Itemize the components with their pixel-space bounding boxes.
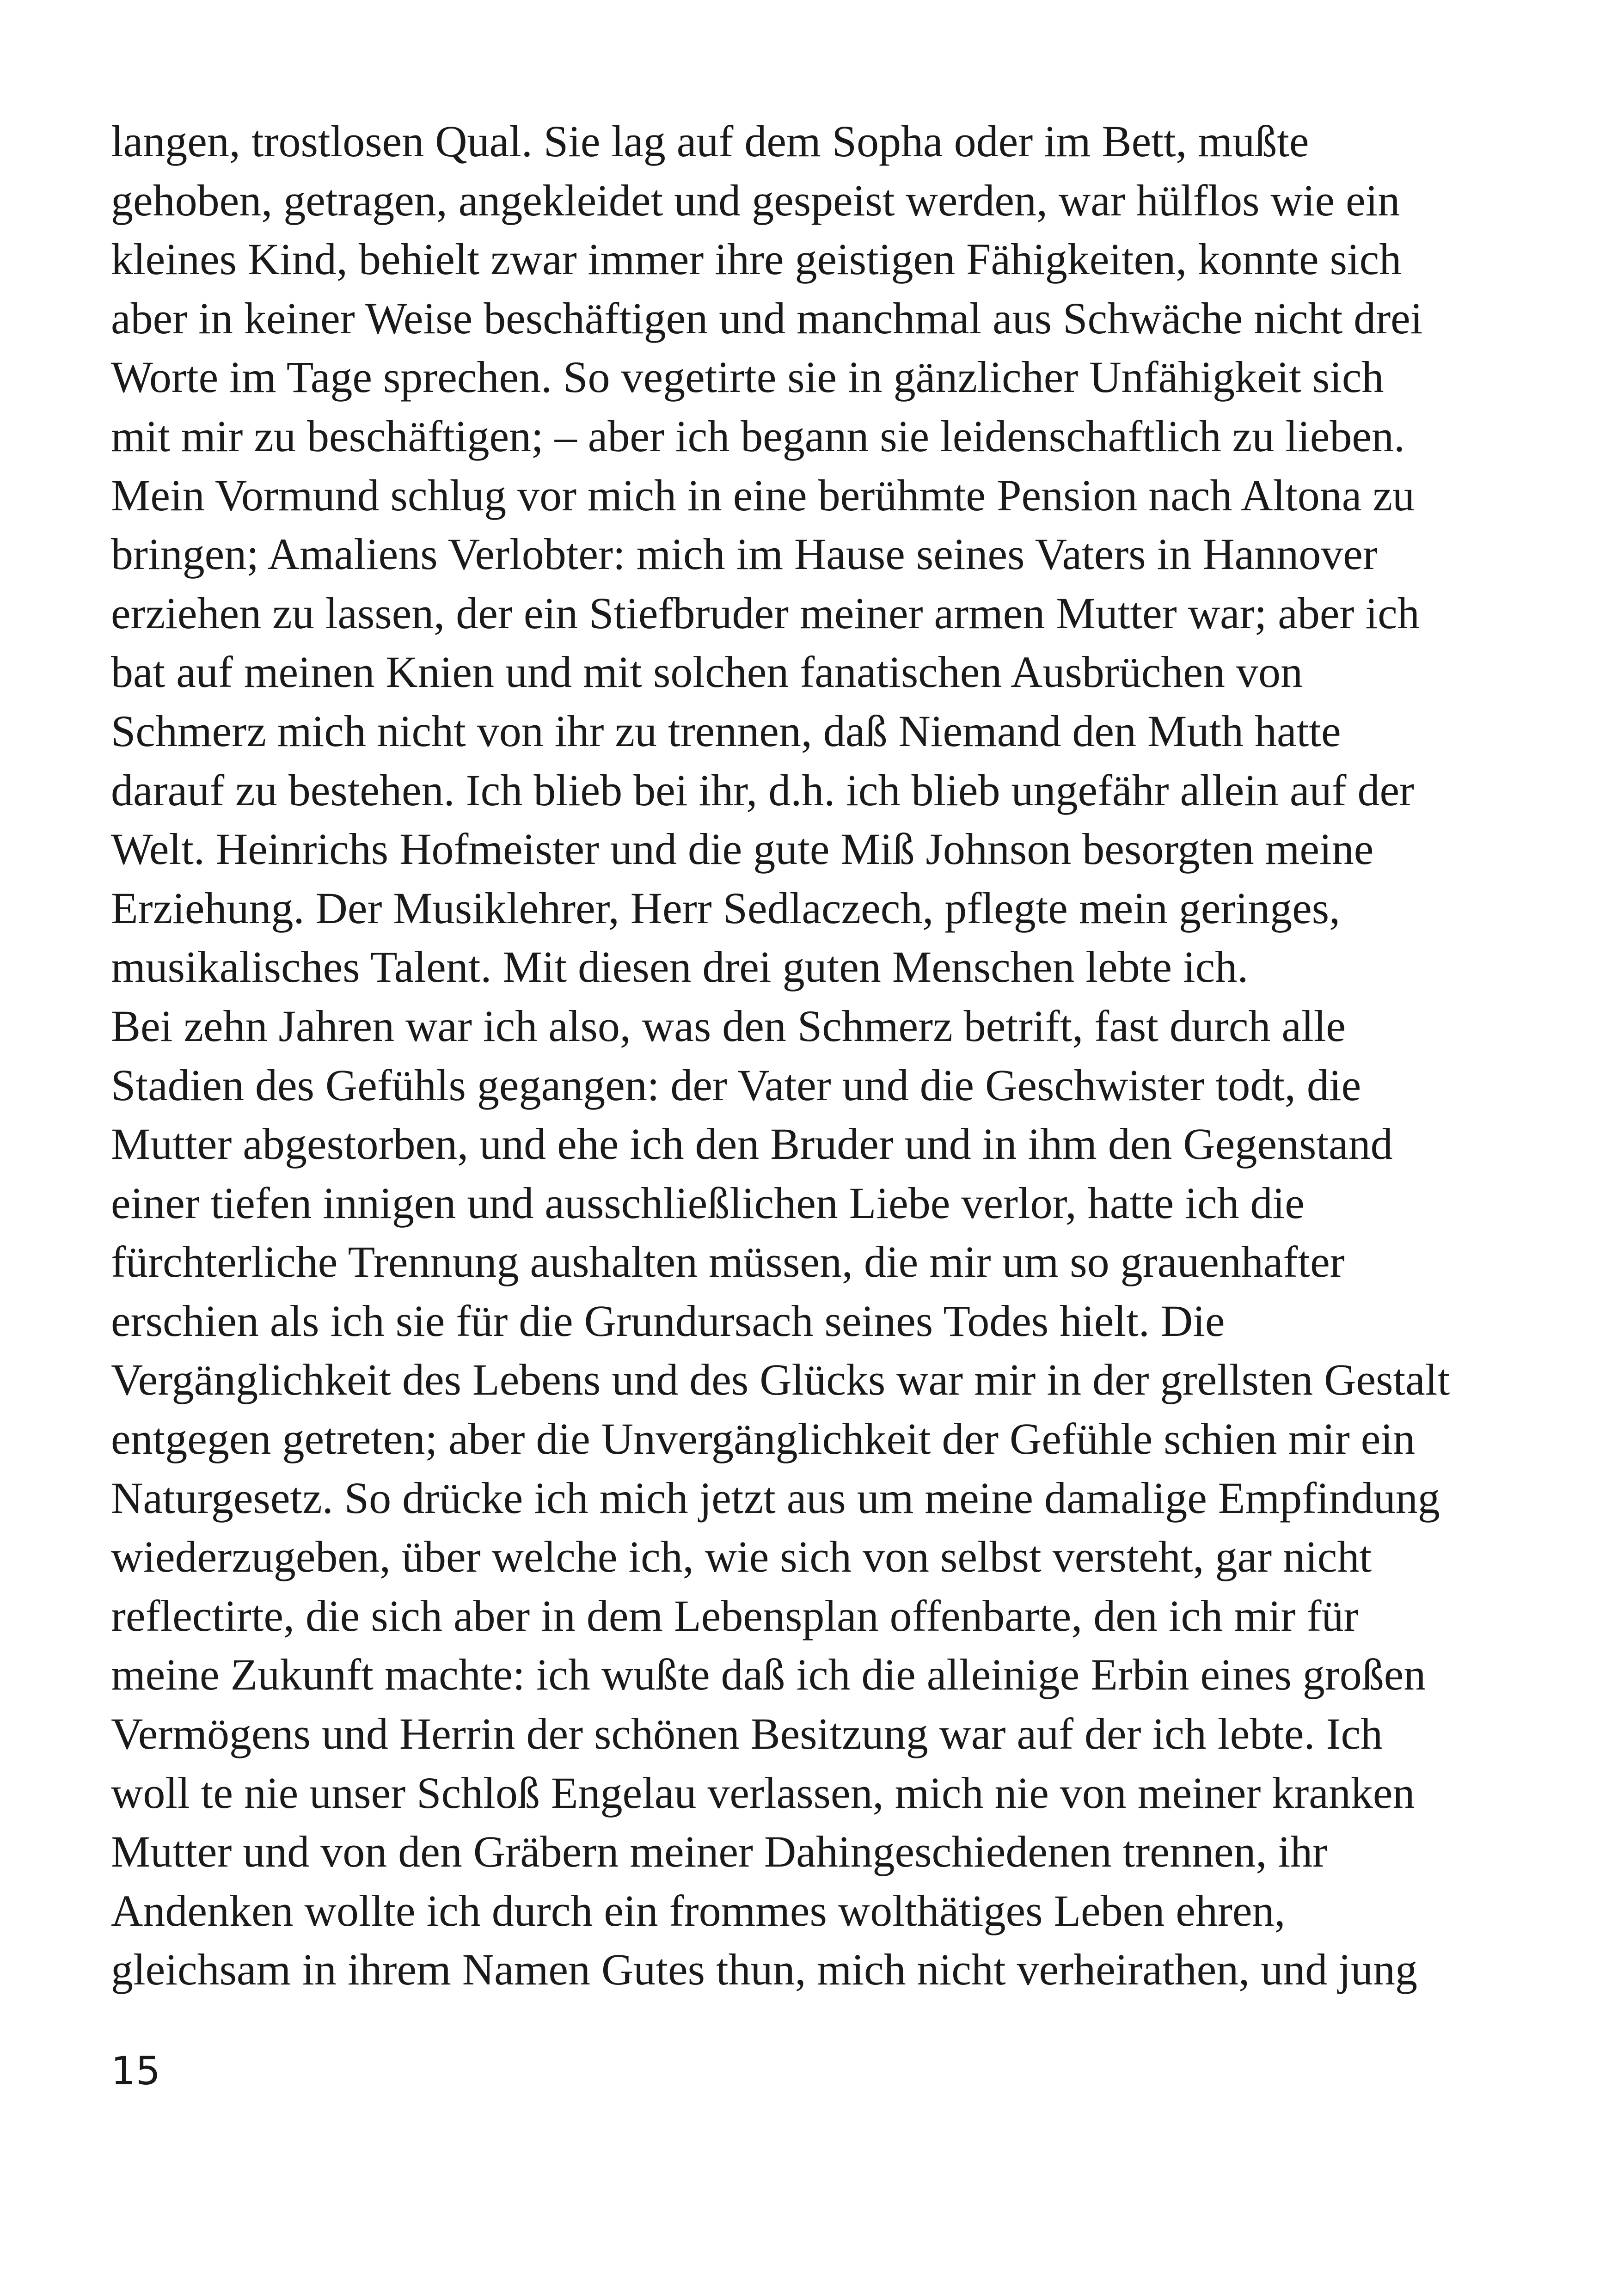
text-line: Mein Vormund schlug vor mich in eine berühmte Pension nach Altona zu	[111, 470, 1415, 520]
text-line: Andenken wollte ich durch ein frommes wolthätiges Leben ehren,	[111, 1886, 1286, 1935]
text-line: wiederzugeben, über welche ich, wie sich von selbst versteht, gar nicht	[111, 1532, 1372, 1582]
text-line: Stadien des Gefühls gegangen: der Vater und die Geschwister todt, die	[111, 1060, 1361, 1110]
text-line: fürchterliche Trennung aushalten müssen, die mir um so grauenhafter	[111, 1237, 1345, 1287]
text-line: darauf zu bestehen. Ich blieb bei ihr, d.h. ich blieb ungefähr allein auf der	[111, 765, 1415, 815]
text-line: meine Zukunft machte: ich wußte daß ich die alleinige Erbin eines großen	[111, 1650, 1426, 1700]
page-number: 15	[111, 2048, 160, 2094]
text-line: Bei zehn Jahren war ich also, was den Schmerz betrift, fast durch alle	[111, 1001, 1346, 1051]
text-line: Erziehung. Der Musiklehrer, Herr Sedlaczech, pflegte mein geringes,	[111, 883, 1341, 933]
text-line: bat auf meinen Knien und mit solchen fanatischen Ausbrüchen von	[111, 647, 1303, 697]
text-line: Naturgesetz. So drücke ich mich jetzt aus um meine damalige Empfindung	[111, 1473, 1440, 1523]
body-text	[111, 112, 1558, 1999]
text-line: kleines Kind, behielt zwar immer ihre geistigen Fähigkeiten, konnte sich	[111, 234, 1402, 284]
text-line: woll te nie unser Schloß Engelau verlassen, mich nie von meiner kranken	[111, 1768, 1415, 1818]
text-line: erziehen zu lassen, der ein Stiefbruder meiner armen Mutter war; aber ich	[111, 588, 1420, 638]
text-line: Mutter abgestorben, und ehe ich den Bruder und in ihm den Gegenstand	[111, 1119, 1393, 1169]
text-line: Vermögens und Herrin der schönen Besitzung war auf der ich lebte. Ich	[111, 1709, 1383, 1759]
text-line: Schmerz mich nicht von ihr zu trennen, daß Niemand den Muth hatte	[111, 706, 1341, 756]
text-line: Worte im Tage sprechen. So vegetirte sie in gänzlicher Unfähigkeit sich	[111, 352, 1384, 402]
text-line: Mutter und von den Gräbern meiner Dahingeschiedenen trennen, ihr	[111, 1827, 1328, 1877]
text-line: Vergänglichkeit des Lebens und des Glücks war mir in der grellsten Gestalt	[111, 1355, 1450, 1405]
text-line: bringen; Amaliens Verlobter: mich im Hause seines Vaters in Hannover	[111, 529, 1378, 579]
text-line: reflectirte, die sich aber in dem Lebensplan offenbarte, den ich mir für	[111, 1591, 1359, 1641]
text-line: aber in keiner Weise beschäftigen und manchmal aus Schwäche nicht drei	[111, 293, 1423, 343]
text-line: mit mir zu beschäftigen; – aber ich begann sie leidenschaftlich zu lieben.	[111, 411, 1405, 461]
text-line: musikalisches Talent. Mit diesen drei guten Menschen lebte ich.	[111, 942, 1249, 992]
text-line: Welt. Heinrichs Hofmeister und die gute Miß Johnson besorgten meine	[111, 824, 1374, 874]
text-line: erschien als ich sie für die Grundursach seines Todes hielt. Die	[111, 1296, 1225, 1346]
text-line: entgegen getreten; aber die Unvergänglichkeit der Gefühle schien mir ein	[111, 1414, 1416, 1464]
text-line: gleichsam in ihrem Namen Gutes thun, mich nicht verheirathen, und jung	[111, 1945, 1417, 1995]
text-line: einer tiefen innigen und ausschließlichen Liebe verlor, hatte ich die	[111, 1178, 1305, 1228]
text-line: gehoben, getragen, angekleidet und gespeist werden, war hülflos wie ein	[111, 175, 1400, 225]
text-line: langen, trostlosen Qual. Sie lag auf dem Sopha oder im Bett, mußte	[111, 116, 1309, 166]
